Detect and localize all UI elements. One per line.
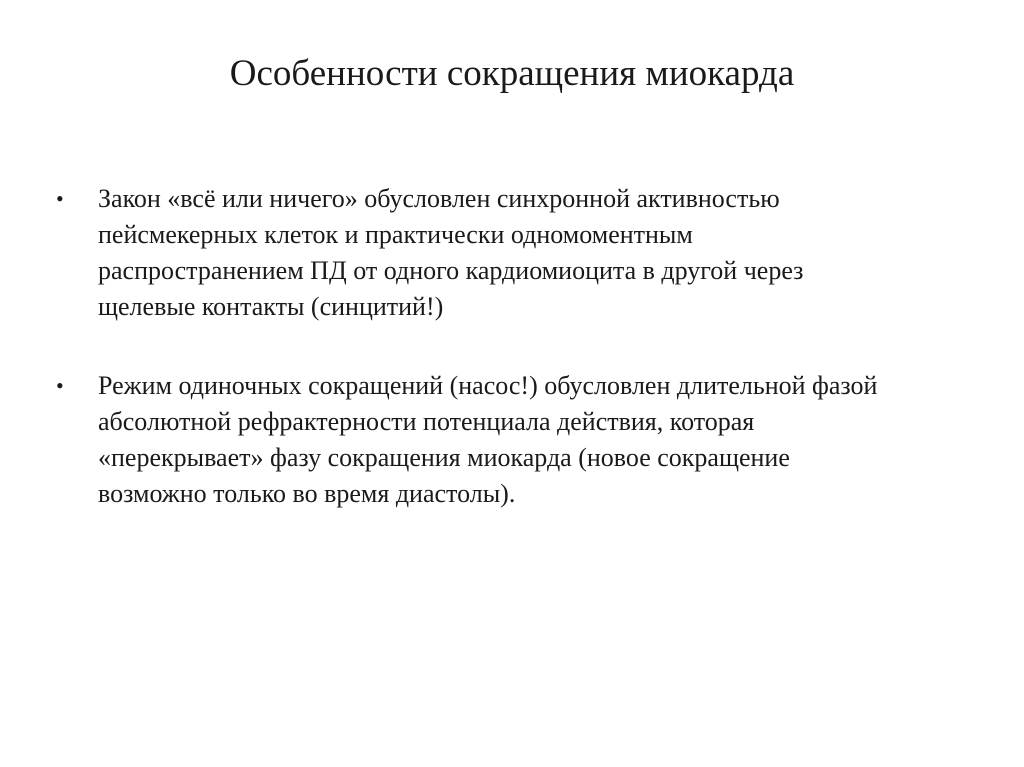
bullet-item-1 [56, 181, 956, 325]
bullet-text: Закон «всё или ничего» обусловлен синхронной активностью пейсмекерных клеток и практически одномоментным распространением ПД от одного кардиомиоцита в другой через щелевые контакты (синцитий!) [98, 184, 804, 321]
bullet-icon: • [56, 186, 64, 211]
bullet-text: Режим одиночных сокращений (насос!) обусловлен длительной фазой абсолютной рефрактерности потенциала действия, которая «перекрывает» фазу сокращения миокарда (новое сокращение возможно только во время диастолы). [98, 371, 878, 508]
bullet-icon: • [56, 373, 64, 398]
bullet-list [56, 181, 956, 512]
slide-title: Особенности сокращения миокарда [229, 53, 795, 94]
bullet-item-2 [56, 368, 956, 512]
